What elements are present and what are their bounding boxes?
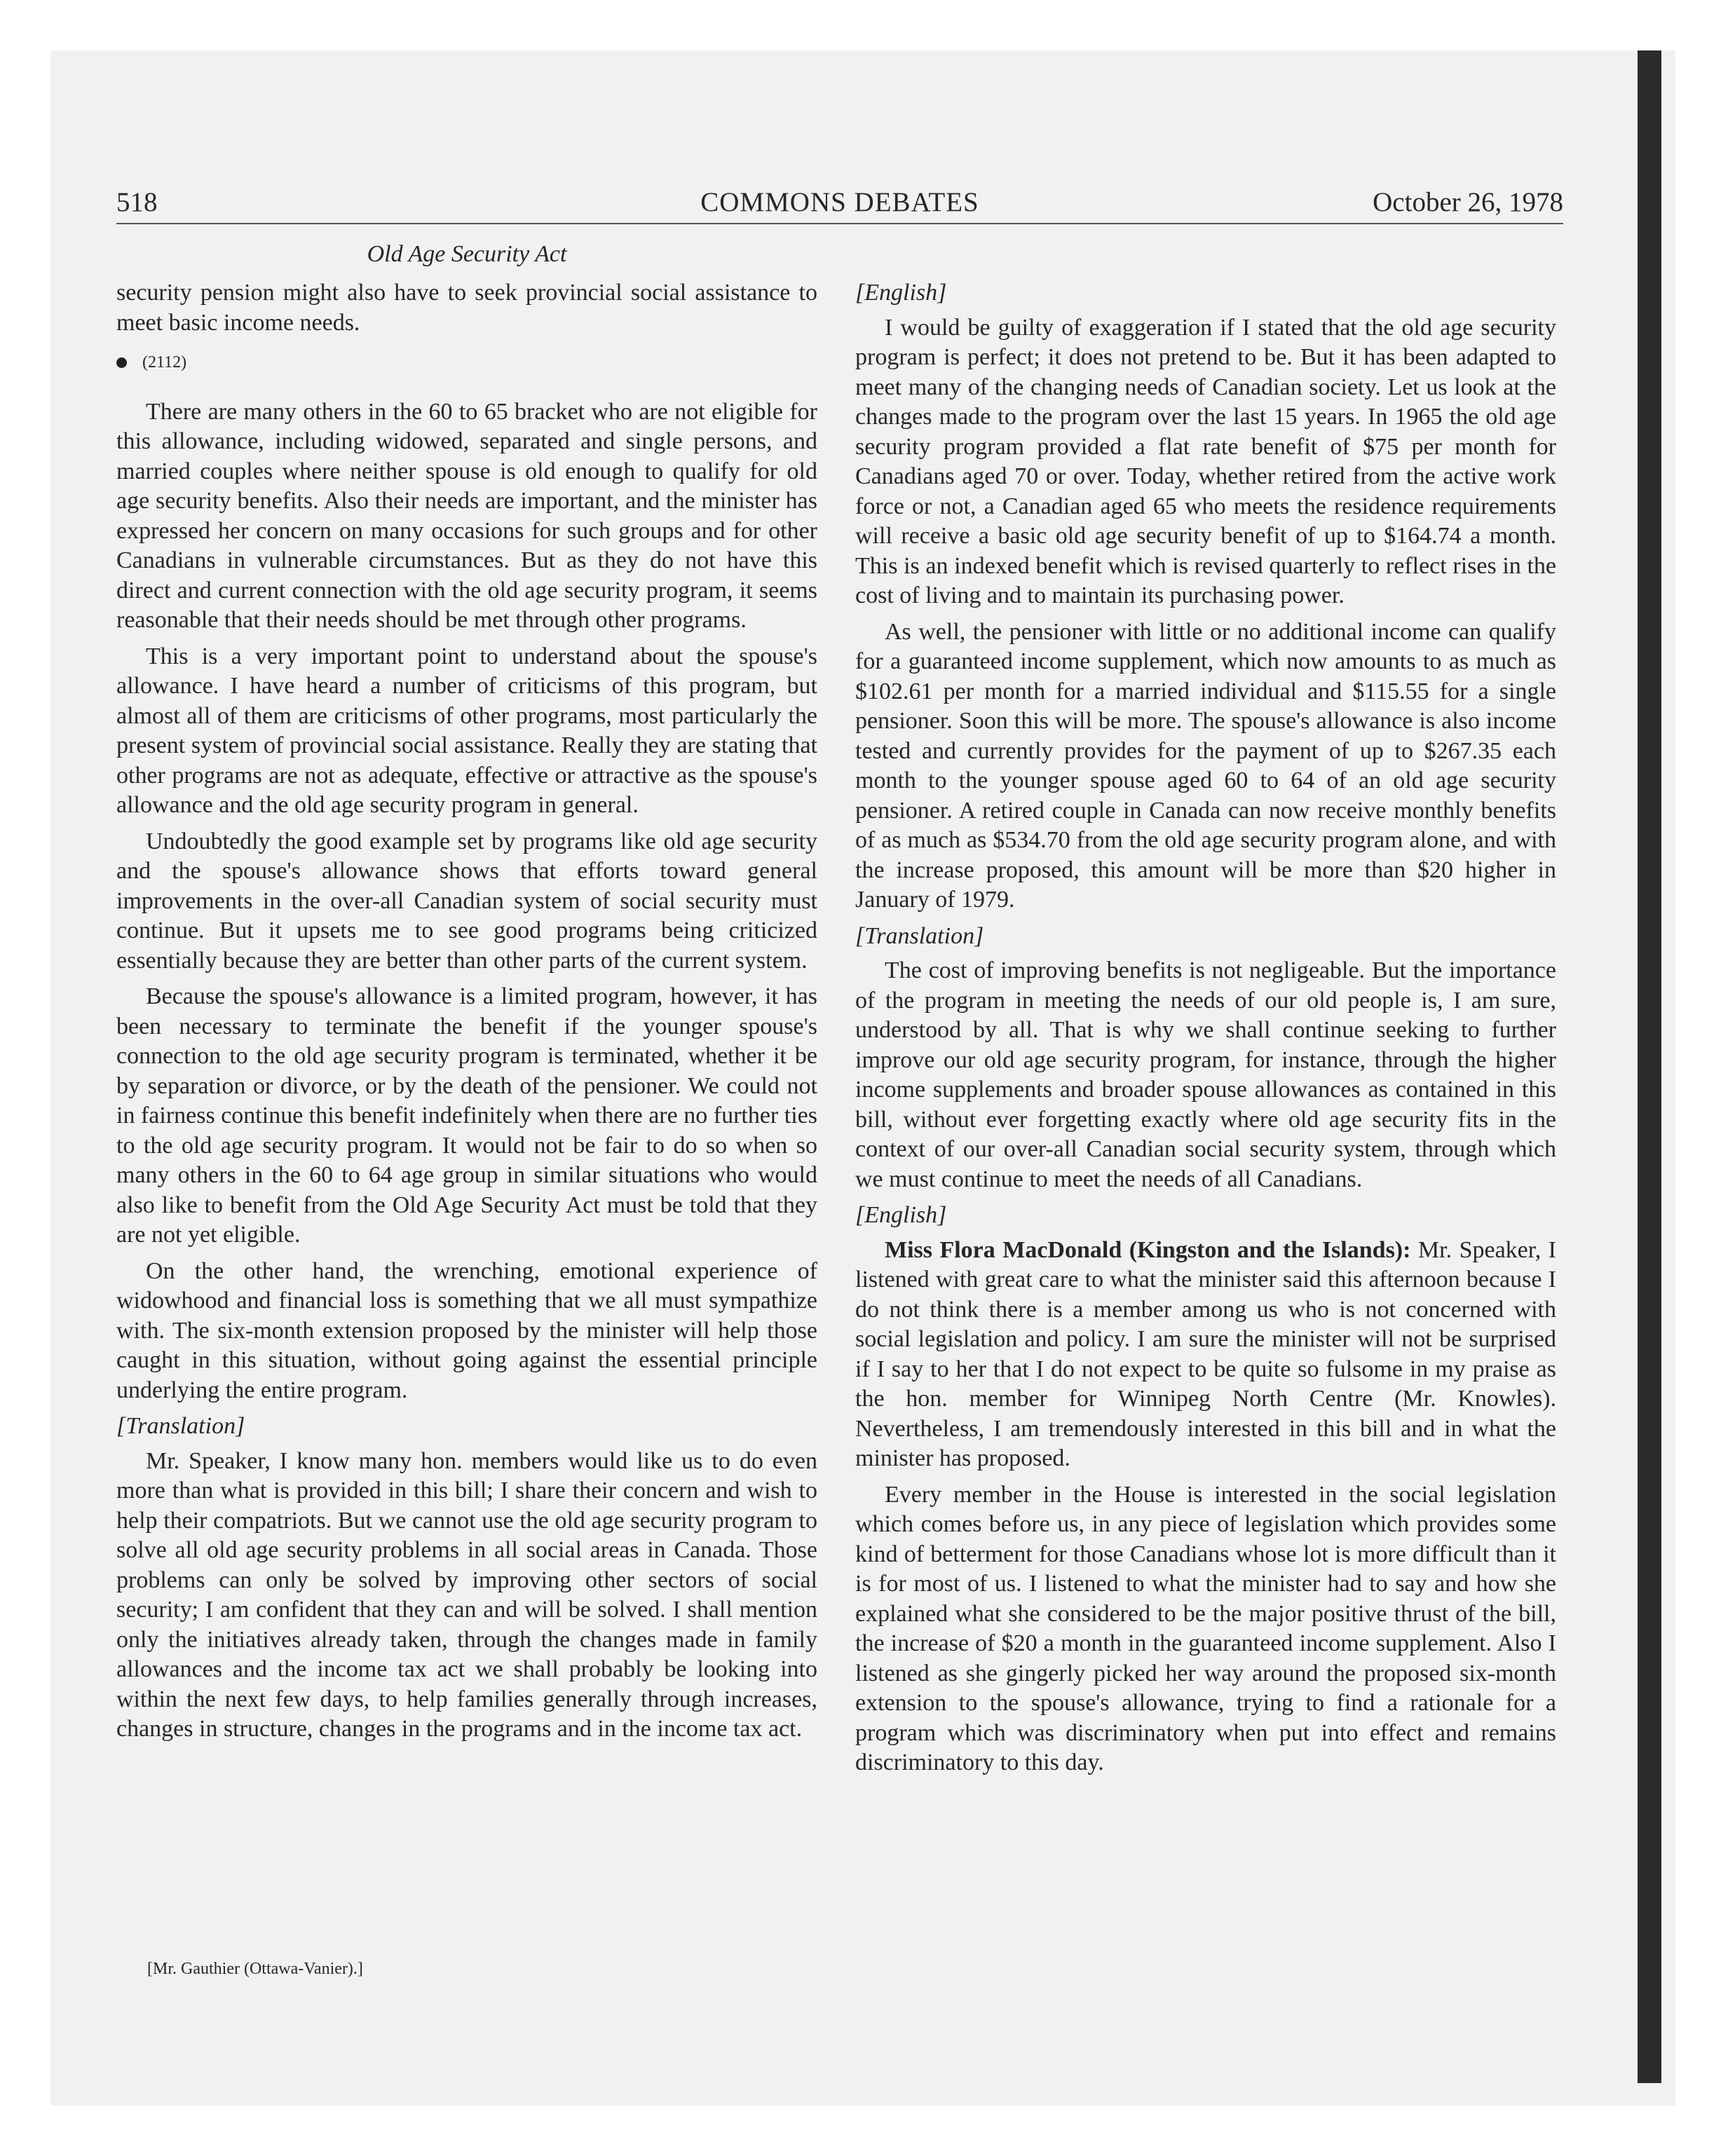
page-date: October 26, 1978 xyxy=(1373,187,1563,217)
page-number: 518 xyxy=(116,187,158,217)
paragraph: Every member in the House is interested in the social legislation which comes before us, in any piece of legislation which provides some kind of betterment for those Canadians whose lot is more difficult than it is for most of us. I listened to what the minister had to say and how she explained what she considered to be the major positive thrust of the bill, the increase of $20 a month in the guaranteed income supplement. Also I listened as she gingerly picked her way around the proposed six-month extension to the spouse's allowance, trying to find a rationale for a program which was discriminatory when put into effect and remains discriminatory to this day. xyxy=(855,1481,1556,1775)
left-column xyxy=(116,278,817,1751)
time-marker xyxy=(116,348,817,378)
language-tag: [Translation] xyxy=(855,922,984,949)
paragraph: Mr. Speaker, I know many hon. members would like us to do even more than what is provided in this bill; I share their concern and wish to help their compatriots. But we cannot use the old age security program to solve all old age security problems in all social areas in Canada. Those problems can only be solved by improving other sectors of social security; I am confident that they can and will be solved. I shall mention only the initiatives already taken, through the changes made in family allowances and the income tax act we shall probably be looking into within the next few days, to help families generally through increases, changes in structure, changes in the programs and in the income tax act. xyxy=(116,1447,817,1742)
running-head: Old Age Security Act xyxy=(367,241,567,267)
paragraph: This is a very important point to understand about the spouse's allowance. I have heard a number of criticisms of this program, but almost all of them are criticisms of other programs, most particularly the present system of provincial social assistance. Really they are stating that other programs are not as adequate, effective or attractive as the spouse's allowance and the old age security program in general. xyxy=(116,643,817,818)
publication-title: COMMONS DEBATES xyxy=(700,187,979,217)
paragraph: Undoubtedly the good example set by programs like old age security and the spouse's allowance shows that efforts toward general improvements in the over-all Canadian system of social security must continue. But it upsets me to see good programs being criticized essentially because they are better than other parts of the current system. xyxy=(116,828,817,974)
paragraph: Because the spouse's allowance is a limited program, however, it has been necessary to terminate the benefit if the younger spouse's connection to the old age security program is terminated, whether it be by separation or divorce, or by the death of the pensioner. We could not in fairness continue this benefit indefinitely when there are no further ties to the old age security program. It would not be fair to do so when so many others in the 60 to 64 age group in similar situations who would also like to benefit from the Old Age Security Act must be told that they are not yet eligible. xyxy=(116,983,817,1248)
paragraph: The cost of improving benefits is not negligeable. But the importance of the program in meeting the needs of our old people is, I am sure, understood by all. That is why we shall continue seeking to further improve our old age security program, for instance, through the higher income supplements and broader spouse allowances as contained in this bill, without ever forgetting exactly where old age security fits in the context of our over-all Canadian social security system, through which we must continue to meet the needs of all Canadians. xyxy=(855,957,1556,1192)
language-tag: [English] xyxy=(855,280,947,306)
paragraph: I would be guilty of exaggeration if I stated that the old age security program is perfect; it does not pretend to be. But it has been adapted to meet many of the changing needs of Canadian society. Let us look at the changes made to the program over the last 15 years. In 1965 the old age security program provided a flat rate benefit of $75 per month for Canadians aged 70 or over. Today, whether retired from the active work force or not, a Canadian aged 65 who meets the residence requirements will receive a basic old age security benefit of up to $164.74 a month. This is an indexed benefit which is revised quarterly to reflect rises in the cost of living and to maintain its purchasing power. xyxy=(855,314,1556,608)
header-rule xyxy=(116,223,1563,224)
speaker-footnote: [Mr. Gauthier (Ottawa-Vanier).] xyxy=(147,1960,363,1978)
paragraph: security pension might also have to seek provincial social assistance to meet basic income needs. xyxy=(116,280,817,336)
speech-text: Mr. Speaker, I listened with great care to what the minister said this afternoon because I do not think there is a member among us who is not concerned with social legislation and policy. I am sure the minister will not be surprised if I say to her that I do not expect to be quite so fulsome in my praise as the hon. member for Winnipeg North Centre (Mr. Knowles). Nevertheless, I am tremendously interested in this bill and in what the minister has proposed. xyxy=(855,1236,1556,1471)
page-header xyxy=(116,186,1563,223)
paragraph: As well, the pensioner with little or no additional income can qualify for a guaranteed income supplement, which now amounts to as much as $102.61 per month for a married individual and $115.55 for a single pensioner. Soon this will be more. The spouse's allowance is also income tested and currently provides for the payment of up to $267.35 each month to the younger spouse aged 60 to 64 of an old age security pensioner. A retired couple in Canada can now receive monthly benefits of as much as $534.70 from the old age security program alone, and with the increase proposed, this amount will be more than $20 higher in January of 1979. xyxy=(855,618,1556,913)
time-marker-label: (2112) xyxy=(142,353,187,371)
language-tag: [Translation] xyxy=(116,1413,245,1439)
language-tag: [English] xyxy=(855,1202,947,1228)
speaker-name: Miss Flora MacDonald (Kingston and the Islands): xyxy=(885,1236,1411,1263)
bullet-icon xyxy=(116,357,127,368)
scan-edge-shadow xyxy=(1638,50,1661,2083)
right-column xyxy=(855,278,1556,1785)
paragraph: There are many others in the 60 to 65 bracket who are not eligible for this allowance, including widowed, separated and single persons, and married couples where neither spouse is old enough to qualify for old age security benefits. Also their needs are important, and the minister has expressed her concern on many occasions for such groups and for other Canadians in vulnerable circumstances. But as they do not have this direct and current connection with the old age security program, it seems reasonable that their needs should be met through other programs. xyxy=(116,398,817,633)
paragraph: On the other hand, the wrenching, emotional experience of widowhood and financial loss is something that we all must sympathize with. The six-month extension proposed by the minister will help those caught in this situation, without going against the essential principle underlying the entire program. xyxy=(116,1257,817,1403)
speaker-paragraph xyxy=(855,1236,1556,1474)
